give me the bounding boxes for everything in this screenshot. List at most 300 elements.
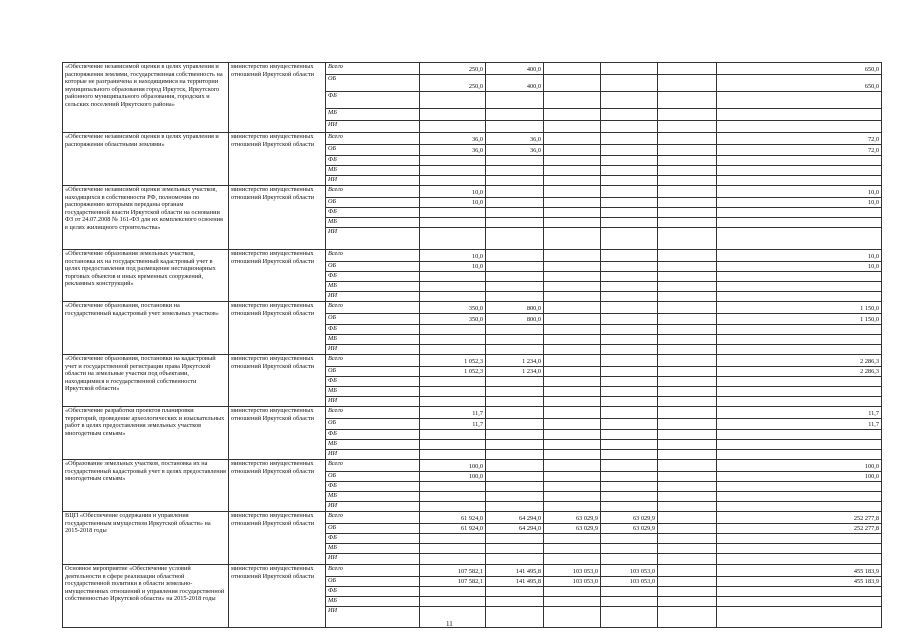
year-value-cell xyxy=(601,419,658,430)
total-cell xyxy=(717,228,882,250)
funding-source: ФБ xyxy=(326,325,420,335)
year-value-cell xyxy=(544,218,601,228)
year-value-cell xyxy=(658,482,717,492)
funding-source: ФБ xyxy=(326,272,420,282)
year-value-cell xyxy=(601,554,658,565)
year-value-cell: 11,7 xyxy=(420,419,486,430)
funding-source: МБ xyxy=(326,544,420,554)
measure-name: «Обеспечение независимой оценки земельных участков, находящихся в собственности РФ, полномочия по распоряжению которыми переданы органам государственной власти Иркутской области на основании ФЗ от 24.07.2008 № 161-ФЗ для их комплексного освоения в целях жилищного строительства» xyxy=(63,186,229,250)
funding-source: ОБ xyxy=(326,145,420,156)
total-cell: 11,7 xyxy=(717,419,882,430)
total-cell xyxy=(717,292,882,302)
total-cell xyxy=(717,176,882,186)
year-value-cell xyxy=(544,292,601,302)
year-value-cell xyxy=(658,597,717,607)
year-value-cell xyxy=(658,345,717,355)
year-value-cell xyxy=(658,145,717,156)
year-value-cell xyxy=(544,460,601,472)
year-value-cell: 100,0 xyxy=(420,472,486,482)
year-value-cell xyxy=(658,198,717,208)
year-value-cell xyxy=(658,218,717,228)
funding-source: ИИ xyxy=(326,502,420,512)
total-cell xyxy=(717,335,882,345)
year-value-cell xyxy=(658,512,717,524)
year-value-cell xyxy=(486,430,544,440)
funding-source: МБ xyxy=(326,166,420,176)
funding-source: МБ xyxy=(326,335,420,345)
table-row xyxy=(63,186,882,198)
year-value-cell xyxy=(420,502,486,512)
year-value-cell xyxy=(658,355,717,367)
year-value-cell xyxy=(544,272,601,282)
total-cell: 10,0 xyxy=(717,262,882,272)
year-value-cell xyxy=(658,524,717,534)
year-value-cell xyxy=(544,587,601,597)
year-value-cell xyxy=(544,397,601,407)
total-cell xyxy=(717,597,882,607)
total-cell xyxy=(717,502,882,512)
year-value-cell xyxy=(486,534,544,544)
total-cell xyxy=(717,587,882,597)
year-value-cell: 350,0 xyxy=(420,302,486,314)
year-value-cell xyxy=(544,63,601,75)
year-value-cell xyxy=(486,407,544,419)
year-value-cell xyxy=(544,607,601,628)
year-value-cell xyxy=(544,355,601,367)
year-value-cell xyxy=(420,534,486,544)
total-cell xyxy=(717,377,882,387)
year-value-cell xyxy=(658,109,717,121)
funding-source: ФБ xyxy=(326,430,420,440)
measure-name: «Обеспечение образования, постановки на государственный кадастровый учет земельных участков» xyxy=(63,302,229,355)
year-value-cell xyxy=(658,63,717,75)
year-value-cell xyxy=(601,472,658,482)
year-value-cell xyxy=(601,544,658,554)
year-value-cell xyxy=(658,156,717,166)
year-value-cell xyxy=(486,492,544,502)
total-cell xyxy=(717,430,882,440)
year-value-cell xyxy=(544,75,601,92)
table-row xyxy=(63,63,882,75)
year-value-cell xyxy=(544,544,601,554)
year-value-cell xyxy=(544,492,601,502)
year-value-cell xyxy=(544,325,601,335)
year-value-cell xyxy=(486,397,544,407)
year-value-cell: 64 294,0 xyxy=(486,524,544,534)
year-value-cell: 10,0 xyxy=(420,262,486,272)
total-cell xyxy=(717,345,882,355)
funding-source: ОБ xyxy=(326,367,420,377)
year-value-cell xyxy=(420,492,486,502)
total-cell: 650,0 xyxy=(717,63,882,75)
year-value-cell xyxy=(601,387,658,397)
year-value-cell xyxy=(420,387,486,397)
year-value-cell xyxy=(544,228,601,250)
year-value-cell: 103 053,0 xyxy=(544,565,601,577)
year-value-cell: 36,0 xyxy=(486,133,544,145)
year-value-cell xyxy=(658,544,717,554)
year-value-cell xyxy=(544,262,601,272)
year-value-cell: 400,0 xyxy=(486,63,544,75)
year-value-cell xyxy=(601,176,658,186)
year-value-cell: 103 053,0 xyxy=(601,565,658,577)
year-value-cell xyxy=(420,109,486,121)
year-value-cell xyxy=(420,166,486,176)
funding-source: Всего xyxy=(326,407,420,419)
total-cell xyxy=(717,272,882,282)
funding-source: ОБ xyxy=(326,577,420,587)
funding-source: ИИ xyxy=(326,292,420,302)
year-value-cell xyxy=(486,544,544,554)
year-value-cell xyxy=(658,397,717,407)
year-value-cell xyxy=(420,597,486,607)
year-value-cell xyxy=(658,228,717,250)
measure-name: Основное мероприятие «Обеспечение условий деятельности в сфере реализации областной государственной политики в области земельно-имущественных отношений и управления государственной собственностью Иркутской области» на 2015-2018 годы xyxy=(63,565,229,628)
year-value-cell xyxy=(486,325,544,335)
funding-source: ИИ xyxy=(326,176,420,186)
year-value-cell xyxy=(601,262,658,272)
measure-name: «Образование земельных участков, постановка их на государственный кадастровый учет в целях предоставления многодетным семьям» xyxy=(63,460,229,512)
year-value-cell xyxy=(486,166,544,176)
funding-source: МБ xyxy=(326,218,420,228)
year-value-cell xyxy=(658,450,717,460)
year-value-cell xyxy=(486,228,544,250)
year-value-cell xyxy=(658,419,717,430)
funding-source: МБ xyxy=(326,282,420,292)
year-value-cell xyxy=(486,186,544,198)
year-value-cell xyxy=(544,502,601,512)
year-value-cell xyxy=(658,565,717,577)
year-value-cell xyxy=(601,377,658,387)
funding-source: Всего xyxy=(326,186,420,198)
funding-source: ФБ xyxy=(326,208,420,218)
year-value-cell: 10,0 xyxy=(420,186,486,198)
year-value-cell xyxy=(486,262,544,272)
year-value-cell xyxy=(601,133,658,145)
year-value-cell xyxy=(420,92,486,109)
year-value-cell xyxy=(601,218,658,228)
year-value-cell xyxy=(544,121,601,133)
year-value-cell xyxy=(420,482,486,492)
year-value-cell: 103 053,0 xyxy=(601,577,658,587)
year-value-cell xyxy=(658,325,717,335)
total-cell: 11,7 xyxy=(717,407,882,419)
responsible-org: министерство имущественных отношений Иркутской области xyxy=(229,186,326,250)
year-value-cell: 400,0 xyxy=(486,75,544,92)
year-value-cell xyxy=(544,314,601,325)
measure-name: «Обеспечение образования земельных участков, постановка их на государственный кадастровый учет в целях предоставления под размещение нестационарных торговых объектов и иных временных сооружений, рекламных конструкций» xyxy=(63,250,229,302)
responsible-org: министерство имущественных отношений Иркутской области xyxy=(229,355,326,407)
year-value-cell xyxy=(601,430,658,440)
total-cell: 10,0 xyxy=(717,198,882,208)
year-value-cell xyxy=(544,109,601,121)
total-cell xyxy=(717,440,882,450)
year-value-cell xyxy=(601,272,658,282)
year-value-cell xyxy=(420,377,486,387)
measure-name: «Обеспечение разработки проектов планировки территорий, проведение археологических и изыскательных работ в целях предоставления земельных участков многодетным семьям» xyxy=(63,407,229,460)
measure-name: «Обеспечение образования, постановки на кадастровый учет и государственной регистрации права Иркутской области на земельные участки под объектами, находящимися в государственной собственности Иркутской области» xyxy=(63,355,229,407)
funding-source: ОБ xyxy=(326,524,420,534)
total-cell: 252 277,8 xyxy=(717,524,882,534)
year-value-cell xyxy=(601,282,658,292)
year-value-cell xyxy=(486,502,544,512)
year-value-cell xyxy=(486,218,544,228)
year-value-cell xyxy=(658,440,717,450)
year-value-cell: 107 582,1 xyxy=(420,565,486,577)
year-value-cell xyxy=(658,121,717,133)
year-value-cell xyxy=(486,250,544,262)
year-value-cell xyxy=(658,292,717,302)
year-value-cell xyxy=(601,156,658,166)
year-value-cell xyxy=(486,208,544,218)
table-row xyxy=(63,302,882,314)
year-value-cell xyxy=(544,377,601,387)
total-cell: 1 150,0 xyxy=(717,302,882,314)
year-value-cell xyxy=(544,250,601,262)
year-value-cell xyxy=(658,587,717,597)
funding-source: Всего xyxy=(326,460,420,472)
year-value-cell xyxy=(420,282,486,292)
year-value-cell xyxy=(658,302,717,314)
table-row xyxy=(63,460,882,472)
funding-source: ИИ xyxy=(326,450,420,460)
year-value-cell xyxy=(544,440,601,450)
funding-source: ОБ xyxy=(326,262,420,272)
funding-source: ОБ xyxy=(326,419,420,430)
year-value-cell xyxy=(658,502,717,512)
year-value-cell xyxy=(544,166,601,176)
year-value-cell xyxy=(658,133,717,145)
measure-name: ВЦП «Обеспечение содержания и управления государственным имуществом Иркутской области» на 2015-2018 годы xyxy=(63,512,229,565)
year-value-cell xyxy=(486,272,544,282)
year-value-cell: 36,0 xyxy=(486,145,544,156)
year-value-cell xyxy=(601,407,658,419)
funding-source: Всего xyxy=(326,250,420,262)
total-cell xyxy=(717,482,882,492)
year-value-cell xyxy=(601,335,658,345)
funding-source: ФБ xyxy=(326,92,420,109)
total-cell: 10,0 xyxy=(717,250,882,262)
year-value-cell xyxy=(601,397,658,407)
year-value-cell: 103 053,0 xyxy=(544,577,601,587)
year-value-cell xyxy=(420,587,486,597)
year-value-cell xyxy=(601,109,658,121)
year-value-cell xyxy=(544,345,601,355)
year-value-cell xyxy=(486,176,544,186)
responsible-org: министерство имущественных отношений Иркутской области xyxy=(229,565,326,628)
year-value-cell: 10,0 xyxy=(420,250,486,262)
year-value-cell xyxy=(658,75,717,92)
funding-source: Всего xyxy=(326,63,420,75)
total-cell xyxy=(717,450,882,460)
funding-source: ИИ xyxy=(326,121,420,133)
total-cell xyxy=(717,325,882,335)
year-value-cell xyxy=(658,407,717,419)
year-value-cell xyxy=(658,282,717,292)
funding-source: Всего xyxy=(326,302,420,314)
year-value-cell xyxy=(486,460,544,472)
year-value-cell xyxy=(420,272,486,282)
total-cell xyxy=(717,121,882,133)
total-cell: 455 183,9 xyxy=(717,577,882,587)
funding-source: Всего xyxy=(326,565,420,577)
total-cell: 252 277,8 xyxy=(717,512,882,524)
funding-source: ИИ xyxy=(326,554,420,565)
total-cell: 72,0 xyxy=(717,145,882,156)
year-value-cell xyxy=(420,228,486,250)
year-value-cell: 141 495,8 xyxy=(486,577,544,587)
funding-source: Всего xyxy=(326,512,420,524)
year-value-cell xyxy=(601,450,658,460)
year-value-cell xyxy=(486,377,544,387)
year-value-cell: 36,0 xyxy=(420,145,486,156)
year-value-cell xyxy=(544,208,601,218)
total-cell xyxy=(717,156,882,166)
year-value-cell xyxy=(601,75,658,92)
year-value-cell xyxy=(601,314,658,325)
year-value-cell: 64 294,0 xyxy=(486,512,544,524)
year-value-cell xyxy=(601,166,658,176)
year-value-cell: 100,0 xyxy=(420,460,486,472)
year-value-cell xyxy=(486,597,544,607)
total-cell xyxy=(717,554,882,565)
year-value-cell xyxy=(601,186,658,198)
year-value-cell xyxy=(544,387,601,397)
year-value-cell xyxy=(601,198,658,208)
funding-source: ИИ xyxy=(326,397,420,407)
year-value-cell xyxy=(601,440,658,450)
year-value-cell: 800,0 xyxy=(486,314,544,325)
table-row xyxy=(63,407,882,419)
year-value-cell xyxy=(486,387,544,397)
year-value-cell xyxy=(544,92,601,109)
total-cell xyxy=(717,166,882,176)
total-cell xyxy=(717,387,882,397)
year-value-cell xyxy=(658,367,717,377)
budget-table xyxy=(62,62,882,628)
year-value-cell xyxy=(601,607,658,628)
year-value-cell: 250,0 xyxy=(420,63,486,75)
funding-source: ОБ xyxy=(326,314,420,325)
year-value-cell xyxy=(486,607,544,628)
year-value-cell xyxy=(544,367,601,377)
responsible-org: министерство имущественных отношений Иркутской области xyxy=(229,302,326,355)
year-value-cell: 800,0 xyxy=(486,302,544,314)
year-value-cell: 1 052,3 xyxy=(420,355,486,367)
year-value-cell xyxy=(486,109,544,121)
year-value-cell: 1 234,0 xyxy=(486,355,544,367)
year-value-cell xyxy=(601,460,658,472)
year-value-cell xyxy=(658,430,717,440)
funding-source: ФБ xyxy=(326,377,420,387)
measure-name: «Обеспечение независимой оценки в целях управления и распоряжения землями, государственная собственность на которые не разграничена и находящимися на территории муниципального образования город Иркутск, Иркутского районного муниципального образования, городских и сельских поселений Иркутского района» xyxy=(63,63,229,133)
total-cell xyxy=(717,92,882,109)
year-value-cell xyxy=(601,325,658,335)
funding-source: ОБ xyxy=(326,75,420,92)
year-value-cell xyxy=(658,166,717,176)
year-value-cell xyxy=(658,272,717,282)
funding-source: ОБ xyxy=(326,198,420,208)
total-cell xyxy=(717,208,882,218)
year-value-cell xyxy=(486,282,544,292)
year-value-cell: 63 029,9 xyxy=(544,512,601,524)
total-cell xyxy=(717,397,882,407)
year-value-cell xyxy=(420,450,486,460)
funding-source: ФБ xyxy=(326,156,420,166)
year-value-cell xyxy=(544,198,601,208)
year-value-cell xyxy=(420,176,486,186)
year-value-cell xyxy=(420,397,486,407)
year-value-cell xyxy=(420,292,486,302)
year-value-cell xyxy=(486,440,544,450)
year-value-cell xyxy=(486,292,544,302)
year-value-cell xyxy=(486,554,544,565)
total-cell xyxy=(717,534,882,544)
year-value-cell xyxy=(601,597,658,607)
year-value-cell xyxy=(601,63,658,75)
year-value-cell xyxy=(658,250,717,262)
year-value-cell: 250,0 xyxy=(420,75,486,92)
year-value-cell xyxy=(420,345,486,355)
total-cell: 10,0 xyxy=(717,186,882,198)
year-value-cell xyxy=(486,482,544,492)
total-cell: 1 150,0 xyxy=(717,314,882,325)
year-value-cell xyxy=(420,208,486,218)
total-cell: 2 286,3 xyxy=(717,367,882,377)
year-value-cell xyxy=(420,554,486,565)
year-value-cell xyxy=(486,198,544,208)
year-value-cell xyxy=(544,133,601,145)
year-value-cell: 1 234,0 xyxy=(486,367,544,377)
year-value-cell xyxy=(544,482,601,492)
year-value-cell xyxy=(486,587,544,597)
year-value-cell xyxy=(544,186,601,198)
year-value-cell xyxy=(658,534,717,544)
table-row xyxy=(63,133,882,145)
year-value-cell xyxy=(544,302,601,314)
year-value-cell xyxy=(601,492,658,502)
funding-source: ФБ xyxy=(326,482,420,492)
funding-source: Всего xyxy=(326,133,420,145)
funding-source: ИИ xyxy=(326,607,420,628)
year-value-cell xyxy=(544,534,601,544)
year-value-cell xyxy=(658,472,717,482)
year-value-cell xyxy=(544,450,601,460)
year-value-cell xyxy=(658,335,717,345)
funding-source: ИИ xyxy=(326,228,420,250)
year-value-cell: 63 029,9 xyxy=(601,524,658,534)
page-number: 11 xyxy=(446,620,453,628)
year-value-cell: 107 582,1 xyxy=(420,577,486,587)
year-value-cell: 61 924,0 xyxy=(420,524,486,534)
year-value-cell xyxy=(486,335,544,345)
total-cell xyxy=(717,109,882,121)
responsible-org: министерство имущественных отношений Иркутской области xyxy=(229,512,326,565)
year-value-cell xyxy=(420,335,486,345)
year-value-cell xyxy=(601,208,658,218)
total-cell xyxy=(717,282,882,292)
year-value-cell xyxy=(601,534,658,544)
year-value-cell xyxy=(544,156,601,166)
year-value-cell xyxy=(601,250,658,262)
year-value-cell xyxy=(486,92,544,109)
year-value-cell xyxy=(601,502,658,512)
year-value-cell: 63 029,9 xyxy=(601,512,658,524)
year-value-cell xyxy=(420,121,486,133)
year-value-cell xyxy=(544,430,601,440)
year-value-cell xyxy=(658,176,717,186)
year-value-cell xyxy=(601,228,658,250)
